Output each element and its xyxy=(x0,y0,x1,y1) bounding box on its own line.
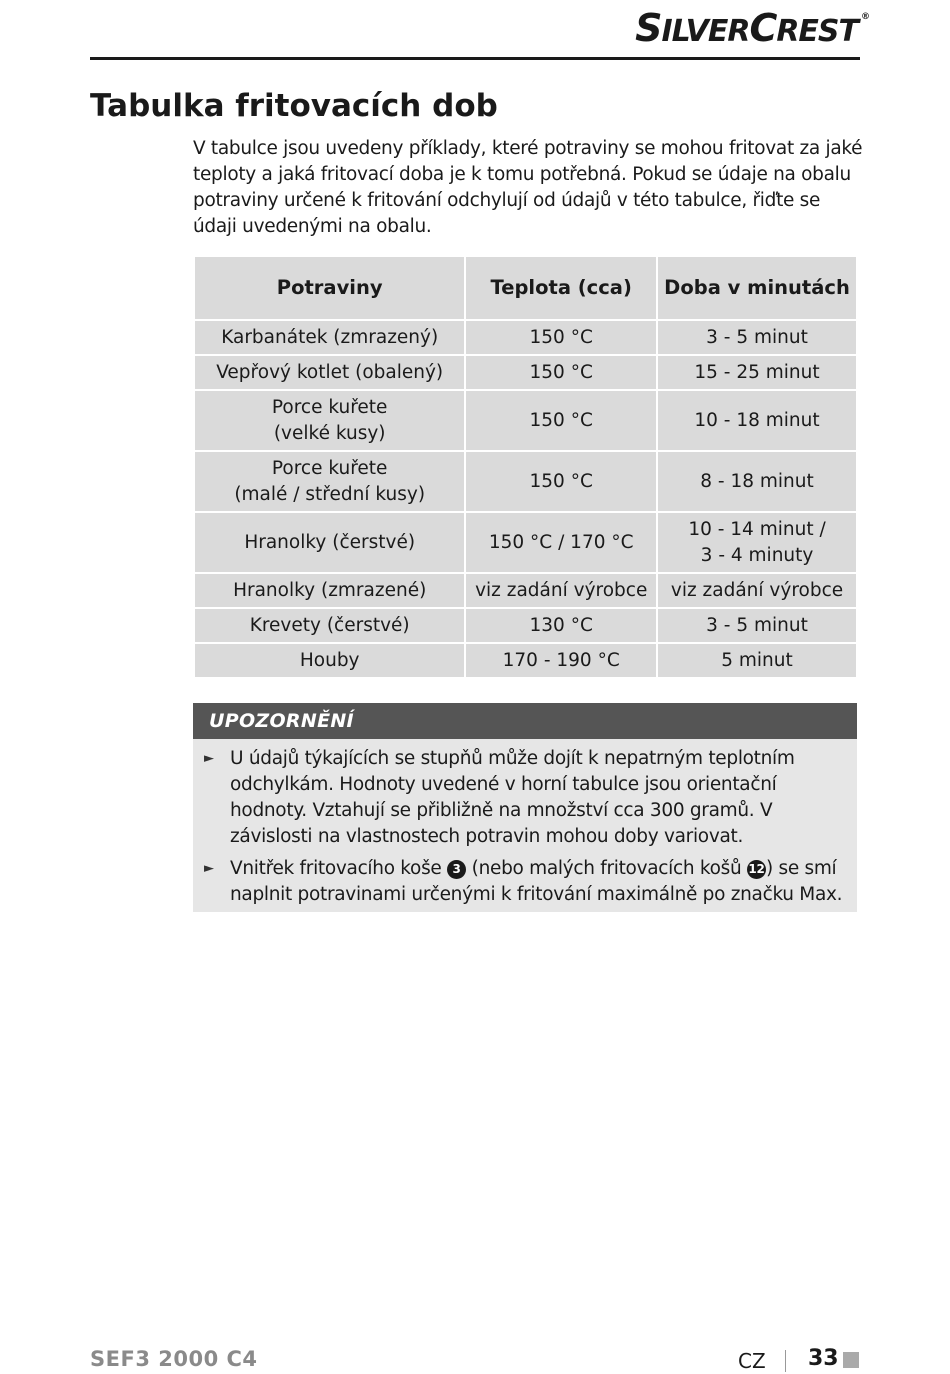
temperature-cell: 170 - 190 °C xyxy=(466,644,656,677)
notice-item xyxy=(193,856,857,908)
notice-item-text: U údajů týkajících se stupňů může dojít k nepatrným teplotním odchylkám. Hodnoty uvedené v horní tabulce jsou orientační hodnoty. Vztahují se přibližně na množství cca 300 gramů. V závislosti na vlastnostech potravin mohou doby variovat. xyxy=(230,748,795,847)
food-cell: Houby xyxy=(195,644,464,677)
notice-item-text-part1: Vnitřek fritovacího koše xyxy=(230,858,448,879)
table-row xyxy=(195,321,856,354)
temperature-cell: 150 °C xyxy=(466,452,656,511)
frying-times-table xyxy=(193,255,858,679)
square-marker-icon xyxy=(843,1352,859,1368)
silvercrest-logo: SILVERCREST ® xyxy=(635,6,869,50)
table-row xyxy=(195,513,856,572)
arrow-bullet-icon: ► xyxy=(204,751,214,766)
page-title: Tabulka fritovacích dob xyxy=(90,88,498,124)
column-header-time: Doba v minutách xyxy=(658,257,856,319)
food-cell: Krevety (čerstvé) xyxy=(195,609,464,642)
arrow-bullet-icon: ► xyxy=(204,861,214,876)
table-row xyxy=(195,609,856,642)
time-cell: 10 - 18 minut xyxy=(658,391,856,450)
notice-item-text-part3: ) se smí naplnit potravinami určenými k fritování maximálně po značku Max. xyxy=(230,858,843,905)
time-cell: 15 - 25 minut xyxy=(658,356,856,389)
table-header-row xyxy=(195,257,856,319)
temperature-cell: 150 °C xyxy=(466,321,656,354)
table-row xyxy=(195,356,856,389)
food-cell-line2: (malé / střední kusy) xyxy=(234,483,426,505)
temperature-cell: 150 °C xyxy=(466,356,656,389)
time-cell: 5 minut xyxy=(658,644,856,677)
time-cell: 3 - 5 minut xyxy=(658,609,856,642)
time-cell-line2: 3 - 4 minuty xyxy=(700,544,814,566)
food-cell: Hranolky (zmrazené) xyxy=(195,574,464,607)
table-row xyxy=(195,452,856,511)
notice-item xyxy=(193,746,857,850)
time-cell: 3 - 5 minut xyxy=(658,321,856,354)
notice-title: UPOZORNĚNÍ xyxy=(193,703,857,739)
notice-box xyxy=(193,703,857,912)
food-cell-line1: Porce kuřete xyxy=(271,457,388,479)
time-cell: viz zadání výrobce xyxy=(658,574,856,607)
part-number-badge: 12 xyxy=(747,860,766,879)
temperature-cell: 150 °C / 170 °C xyxy=(466,513,656,572)
table-row xyxy=(195,391,856,450)
footer-model-number: SEF3 2000 C4 xyxy=(90,1347,258,1371)
temperature-cell: 150 °C xyxy=(466,391,656,450)
header-divider xyxy=(90,57,860,60)
table-row xyxy=(195,574,856,607)
food-cell-line1: Porce kuřete xyxy=(271,396,388,418)
temperature-cell: viz zadání výrobce xyxy=(466,574,656,607)
food-cell xyxy=(195,452,464,511)
part-number-badge: 3 xyxy=(447,860,466,879)
temperature-cell: 130 °C xyxy=(466,609,656,642)
notice-item-text-part2: (nebo malých fritovacích košů xyxy=(466,858,747,879)
footer-page-number: 33 xyxy=(808,1346,839,1371)
time-cell: 8 - 18 minut xyxy=(658,452,856,511)
time-cell xyxy=(658,513,856,572)
food-cell: Vepřový kotlet (obalený) xyxy=(195,356,464,389)
food-cell xyxy=(195,391,464,450)
food-cell: Karbanátek (zmrazený) xyxy=(195,321,464,354)
time-cell-line1: 10 - 14 minut / xyxy=(688,518,826,540)
column-header-food: Potraviny xyxy=(195,257,464,319)
footer-language-code: CZ xyxy=(738,1349,766,1373)
footer-divider xyxy=(785,1350,786,1372)
intro-paragraph: V tabulce jsou uvedeny příklady, které potraviny se mohou fritovat za jaké teploty a jaká fritovací doba je k tomu potřebná. Pokud se údaje na obalu potraviny určené k fritování odchylují od údajů v této tabulce, řiďte se údaji uvedenými na obalu. xyxy=(193,138,863,237)
food-cell-line2: (velké kusy) xyxy=(273,422,386,444)
notice-list xyxy=(193,746,857,908)
food-cell: Hranolky (čerstvé) xyxy=(195,513,464,572)
column-header-temperature: Teplota (cca) xyxy=(466,257,656,319)
table-row xyxy=(195,644,856,677)
